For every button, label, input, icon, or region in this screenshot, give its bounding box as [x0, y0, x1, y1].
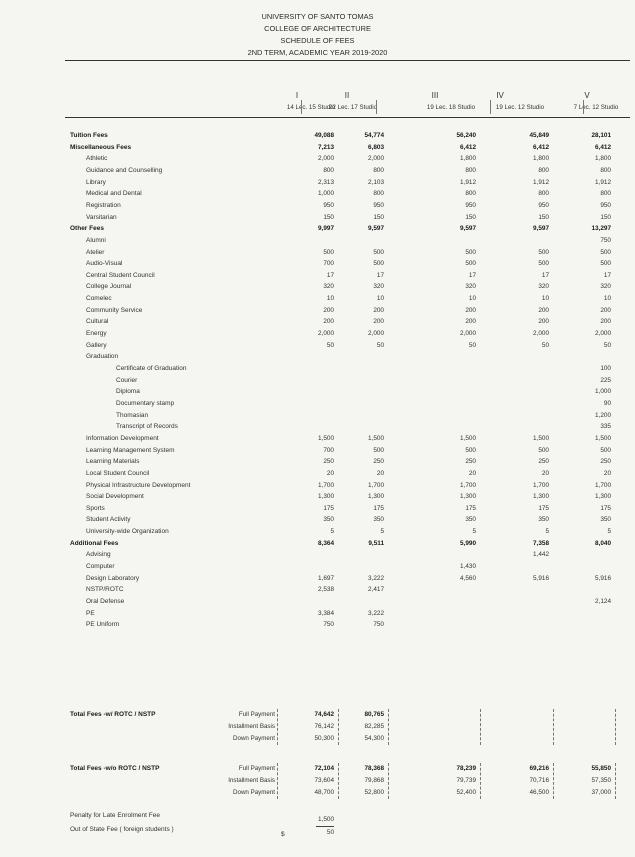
fee-category-label: Tuition Fees — [70, 132, 108, 139]
fee-item-label: Atelier — [86, 248, 105, 256]
fee-amount: 320 — [323, 283, 334, 291]
fee-item-label: Thomasian — [116, 411, 149, 419]
fee-amount: 350 — [600, 516, 611, 524]
fee-amount: 6,803 — [368, 143, 384, 151]
fee-amount: 2,000 — [533, 330, 549, 338]
payment-divider — [277, 763, 278, 799]
fee-amount: 200 — [538, 318, 549, 326]
fee-category-label: Other Fees — [70, 225, 104, 233]
payment-type-label: Full Payment — [238, 711, 275, 718]
fee-amount: 335 — [600, 423, 611, 431]
total-amount: 37,000 — [591, 789, 611, 796]
fee-item-label: Social Development — [86, 493, 144, 501]
fee-amount: 54,774 — [364, 132, 384, 139]
fee-item-label: Varsitarian — [86, 213, 117, 221]
fee-item-label: Learning Materials — [86, 458, 140, 466]
university-name: UNIVERSITY OF SANTO TOMAS — [261, 12, 374, 21]
fee-amount: 2,000 — [318, 330, 334, 338]
fee-amount: 200 — [600, 318, 611, 326]
column-label: 22 Lec. 17 Studio — [328, 104, 378, 111]
fee-amount: 750 — [600, 236, 611, 244]
fee-amount: 800 — [323, 166, 334, 174]
fee-amount: 200 — [465, 306, 476, 314]
payment-type-label: Installment Basis — [228, 777, 275, 784]
fee-amount: 5,916 — [595, 574, 611, 582]
fee-amount: 2,000 — [595, 330, 611, 338]
amount-divider — [553, 763, 554, 799]
amount-divider — [480, 763, 481, 799]
amount-divider — [338, 763, 339, 799]
fee-amount: 1,300 — [318, 493, 334, 501]
fee-amount: 200 — [538, 306, 549, 314]
fee-amount: 7,358 — [533, 539, 549, 547]
fee-item-label: Documentary stamp — [116, 399, 175, 407]
fee-amount: 1,000 — [318, 190, 334, 198]
fee-amount: 17 — [326, 271, 334, 279]
fee-amount: 700 — [323, 260, 334, 268]
fee-amount: 250 — [323, 458, 334, 466]
fee-amount: 2,000 — [368, 330, 384, 338]
fee-amount: 3,222 — [368, 609, 384, 617]
fee-amount: 28,101 — [591, 132, 611, 139]
fee-amount: 500 — [465, 248, 476, 256]
fee-item-label: Student Activity — [86, 516, 131, 524]
fee-item-label: Courier — [116, 376, 138, 384]
fee-item-label: Oral Defense — [86, 598, 125, 605]
fee-amount: 10 — [326, 295, 334, 303]
fee-item-label: Library — [86, 178, 106, 186]
fee-amount: 320 — [373, 283, 384, 291]
total-amount: 55,850 — [591, 765, 611, 772]
fee-amount: 17 — [603, 271, 611, 279]
total-amount: 74,642 — [314, 711, 334, 718]
fee-amount: 1,912 — [533, 178, 549, 186]
total-amount: 78,239 — [456, 765, 476, 772]
fee-amount: 6,412 — [533, 143, 549, 151]
column-number: I — [295, 91, 299, 100]
fee-amount: 50 — [603, 341, 611, 349]
column-separator — [490, 100, 491, 114]
fee-amount: 2,103 — [368, 178, 384, 186]
fee-amount: 500 — [465, 446, 476, 454]
fee-amount: 200 — [465, 318, 476, 326]
fee-item-label: NSTP/ROTC — [86, 586, 124, 594]
fee-category-label: Additional Fees — [70, 539, 119, 547]
fee-amount: 5,990 — [460, 539, 476, 547]
fee-amount: 800 — [373, 166, 384, 174]
fee-amount: 150 — [465, 213, 476, 221]
total-amount: 73,604 — [314, 777, 334, 784]
fee-amount: 1,700 — [368, 481, 384, 489]
fee-amount: 250 — [600, 458, 611, 466]
fee-item-label: Computer — [86, 563, 115, 571]
fee-amount: 1,700 — [460, 481, 476, 489]
fee-item-label: Graduation — [86, 353, 119, 361]
fee-amount: 90 — [603, 399, 611, 407]
fee-item-label: Alumni — [86, 236, 106, 244]
fee-item-label: Registration — [86, 201, 121, 209]
fee-amount: 1,000 — [595, 388, 611, 396]
fee-item-label: Local Student Council — [86, 469, 150, 477]
fee-category-label: Miscellaneous Fees — [70, 143, 132, 151]
payment-type-label: Down Payment — [233, 789, 275, 796]
fee-amount: 100 — [600, 365, 611, 372]
fee-amount: 350 — [538, 516, 549, 524]
fee-amount: 500 — [373, 446, 384, 454]
column-number: II — [344, 91, 350, 100]
total-amount: 52,800 — [364, 789, 384, 796]
fee-amount: 250 — [465, 458, 476, 466]
fee-amount: 50 — [326, 341, 334, 349]
fee-item-label: Gallery — [86, 341, 107, 349]
fee-amount: 175 — [600, 504, 611, 512]
fee-amount: 1,300 — [368, 493, 384, 501]
header-rule — [65, 117, 630, 118]
fee-amount: 250 — [538, 458, 549, 466]
total-amount: 57,350 — [591, 777, 611, 784]
fee-amount: 200 — [600, 306, 611, 314]
total-amount: 46,500 — [529, 789, 549, 796]
fee-amount: 5,916 — [533, 574, 549, 582]
fee-amount: 200 — [373, 306, 384, 314]
fee-amount: 150 — [538, 213, 549, 221]
total-fees-label: Total Fees -w/ ROTC / NSTP — [70, 711, 156, 718]
fee-amount: 6,412 — [595, 143, 611, 151]
fee-amount: 175 — [373, 504, 384, 512]
fee-amount: 950 — [465, 201, 476, 209]
fee-amount: 3,222 — [368, 574, 384, 582]
fee-amount: 1,200 — [595, 411, 611, 419]
fee-amount: 1,500 — [595, 434, 611, 442]
fee-amount: 1,500 — [460, 434, 476, 442]
total-amount: 50,300 — [314, 735, 334, 742]
fee-item-label: Certificate of Graduation — [116, 365, 187, 372]
fee-item-label: Community Service — [86, 306, 143, 314]
fee-amount: 1,500 — [368, 434, 384, 442]
fee-amount: 500 — [465, 260, 476, 268]
fee-amount: 9,597 — [368, 225, 384, 233]
total-amount: 82,285 — [364, 723, 384, 730]
fee-amount: 20 — [376, 469, 384, 477]
fee-amount: 1,697 — [318, 574, 334, 582]
fee-amount: 8,364 — [318, 539, 334, 547]
fee-amount: 9,597 — [533, 225, 549, 233]
fee-amount: 500 — [600, 446, 611, 454]
fee-amount: 8,040 — [595, 539, 611, 547]
fee-amount: 5 — [472, 528, 476, 536]
fee-amount: 5 — [545, 528, 549, 536]
total-amount: 69,216 — [529, 765, 549, 772]
fee-amount: 500 — [373, 248, 384, 256]
fee-amount: 500 — [538, 248, 549, 256]
fee-amount: 7,213 — [318, 143, 334, 151]
fee-amount: 5 — [380, 528, 384, 536]
fee-amount: 20 — [603, 469, 611, 477]
column-number: IV — [496, 91, 504, 100]
fee-amount: 950 — [323, 201, 334, 209]
amount-divider — [388, 709, 389, 745]
total-fees-label: Total Fees -w/o ROTC / NSTP — [70, 765, 160, 772]
fee-amount: 10 — [376, 295, 384, 303]
fee-amount: 6,412 — [460, 143, 476, 151]
fee-item-label: Central Student Council — [86, 271, 155, 279]
fee-amount: 150 — [323, 213, 334, 221]
column-label: 14 Lec. 15 Studio — [286, 104, 336, 111]
total-amount: 76,142 — [314, 723, 334, 730]
column-label: 19 Lec. 12 Studio — [495, 104, 545, 111]
total-amount: 72,104 — [314, 765, 334, 772]
total-amount: 79,739 — [456, 777, 476, 784]
fee-item-label: Athletic — [86, 155, 108, 163]
total-amount: 80,765 — [364, 711, 384, 718]
fee-amount: 225 — [600, 376, 611, 384]
fee-item-label: Medical and Dental — [86, 190, 142, 198]
fee-amount: 500 — [538, 446, 549, 454]
fee-amount: 45,849 — [529, 132, 549, 139]
fee-amount: 500 — [538, 260, 549, 268]
fee-amount: 1,300 — [460, 493, 476, 501]
fee-amount: 49,088 — [314, 132, 334, 139]
fee-item-label: Learning Management System — [86, 446, 175, 454]
fee-item-label: University-wide Organization — [86, 528, 169, 536]
fee-item-label: Diploma — [116, 388, 140, 396]
fee-amount: 2,000 — [368, 155, 384, 163]
top-rule — [65, 60, 630, 61]
out-of-state-label: Out of State Fee ( foreign students ) — [70, 826, 174, 833]
column-number: V — [584, 91, 590, 100]
fee-amount: 17 — [376, 271, 384, 279]
fee-amount: 175 — [323, 504, 334, 512]
fee-amount: 1,300 — [533, 493, 549, 501]
fee-amount: 4,560 — [460, 574, 476, 582]
fee-amount: 2,124 — [595, 598, 611, 605]
fee-amount: 250 — [373, 458, 384, 466]
amount-divider — [388, 763, 389, 799]
fee-amount: 800 — [465, 190, 476, 198]
fee-amount: 750 — [323, 621, 334, 629]
payment-divider — [277, 709, 278, 745]
fee-amount: 950 — [600, 201, 611, 209]
fee-item-label: PE — [86, 609, 95, 617]
fee-amount: 1,912 — [595, 178, 611, 186]
fee-amount: 9,997 — [318, 225, 334, 233]
fee-amount: 2,000 — [318, 155, 334, 163]
fee-amount: 950 — [538, 201, 549, 209]
fee-amount: 320 — [538, 283, 549, 291]
fee-amount: 1,800 — [460, 155, 476, 163]
fee-amount: 1,700 — [595, 481, 611, 489]
fee-amount: 20 — [541, 469, 549, 477]
total-amount: 79,868 — [364, 777, 384, 784]
penalty-amount: 1,500 — [318, 816, 334, 823]
fee-item-label: Design Laboratory — [86, 574, 140, 582]
out-of-state-amount: 50 — [326, 829, 334, 836]
fee-amount: 350 — [323, 516, 334, 524]
column-separator — [301, 100, 302, 114]
column-label: 7 Lec. 12 Studio — [573, 104, 619, 111]
fee-item-label: PE Uniform — [86, 621, 120, 629]
fee-amount: 17 — [468, 271, 476, 279]
fee-amount: 5 — [607, 528, 611, 536]
fee-amount: 17 — [541, 271, 549, 279]
amount-divider — [553, 709, 554, 745]
currency-symbol: $ — [281, 831, 285, 838]
amount-divider — [480, 709, 481, 745]
fee-amount: 950 — [373, 201, 384, 209]
fee-amount: 350 — [373, 516, 384, 524]
fee-item-label: Guidance and Counselling — [86, 166, 163, 174]
college-name: COLLEGE OF ARCHITECTURE — [264, 24, 371, 33]
column-number: III — [431, 91, 439, 100]
total-amount: 70,716 — [529, 777, 549, 784]
fee-amount: 50 — [376, 341, 384, 349]
fee-amount: 500 — [373, 260, 384, 268]
fee-amount: 200 — [323, 318, 334, 326]
fee-item-label: Comelec — [86, 295, 112, 303]
fee-amount: 200 — [373, 318, 384, 326]
fee-amount: 320 — [465, 283, 476, 291]
fee-amount: 9,511 — [368, 539, 384, 547]
fee-item-label: Information Development — [86, 434, 159, 442]
payment-type-label: Installment Basis — [228, 723, 275, 730]
fee-item-label: Cultural — [86, 318, 109, 326]
total-amount: 78,368 — [364, 765, 384, 772]
fee-amount: 10 — [603, 295, 611, 303]
fee-amount: 1,300 — [595, 493, 611, 501]
fee-amount: 2,000 — [460, 330, 476, 338]
fee-amount: 56,240 — [456, 132, 476, 139]
fee-amount: 320 — [600, 283, 611, 291]
fee-amount: 150 — [600, 213, 611, 221]
fee-amount: 1,500 — [318, 434, 334, 442]
fee-amount: 3,384 — [318, 609, 334, 617]
fee-amount: 500 — [600, 260, 611, 268]
fee-item-label: Energy — [86, 330, 107, 338]
fee-item-label: Transcript of Records — [116, 423, 178, 431]
fee-amount: 750 — [373, 621, 384, 629]
fee-amount: 800 — [600, 190, 611, 198]
total-amount: 52,400 — [456, 789, 476, 796]
fee-amount: 150 — [373, 213, 384, 221]
fee-amount: 2,313 — [318, 178, 334, 186]
fee-amount: 5 — [330, 528, 334, 536]
fee-amount: 350 — [465, 516, 476, 524]
fee-amount: 500 — [600, 248, 611, 256]
total-amount: 54,300 — [364, 735, 384, 742]
fee-item-label: Sports — [86, 504, 105, 512]
amount-underline — [316, 826, 334, 827]
fee-amount: 20 — [468, 469, 476, 477]
fee-item-label: Physical Infrastructure Development — [86, 481, 191, 489]
column-label: 19 Lec. 18 Studio — [426, 104, 476, 111]
fee-item-label: Audio-Visual — [86, 260, 123, 268]
fee-amount: 2,417 — [368, 586, 384, 594]
fee-amount: 800 — [600, 166, 611, 174]
fee-amount: 50 — [468, 341, 476, 349]
fee-amount: 1,800 — [595, 155, 611, 163]
fee-amount: 1,700 — [533, 481, 549, 489]
fee-amount: 175 — [538, 504, 549, 512]
fee-amount: 175 — [465, 504, 476, 512]
fee-item-label: College Journal — [86, 283, 132, 291]
fee-amount: 800 — [373, 190, 384, 198]
fee-amount: 1,500 — [533, 434, 549, 442]
fee-amount: 1,912 — [460, 178, 476, 186]
fee-amount: 10 — [541, 295, 549, 303]
fee-amount: 800 — [538, 190, 549, 198]
fee-amount: 9,597 — [460, 225, 476, 233]
amount-divider — [615, 763, 616, 799]
column-separator — [376, 100, 377, 114]
fee-amount: 50 — [541, 341, 549, 349]
amount-divider — [338, 709, 339, 745]
fee-amount: 1,800 — [533, 155, 549, 163]
column-separator — [583, 100, 584, 114]
term-title: 2ND TERM, ACADEMIC YEAR 2019-2020 — [247, 48, 388, 57]
fee-amount: 1,442 — [533, 551, 549, 559]
fee-amount: 10 — [468, 295, 476, 303]
fee-amount: 2,538 — [318, 586, 334, 594]
payment-type-label: Full Payment — [238, 765, 275, 772]
schedule-title: SCHEDULE OF FEES — [280, 36, 355, 45]
fee-amount: 800 — [538, 166, 549, 174]
penalty-label: Penalty for Late Enrolment Fee — [70, 812, 160, 819]
fee-amount: 800 — [465, 166, 476, 174]
fee-amount: 20 — [326, 469, 334, 477]
amount-divider — [615, 709, 616, 745]
payment-type-label: Down Payment — [233, 735, 275, 742]
fee-amount: 13,297 — [591, 225, 611, 233]
fee-amount: 1,430 — [460, 563, 476, 571]
fee-amount: 500 — [323, 248, 334, 256]
fee-amount: 1,700 — [318, 481, 334, 489]
fee-amount: 200 — [323, 306, 334, 314]
total-amount: 48,700 — [314, 789, 334, 796]
fee-item-label: Advising — [86, 551, 111, 559]
fee-amount: 700 — [323, 446, 334, 454]
